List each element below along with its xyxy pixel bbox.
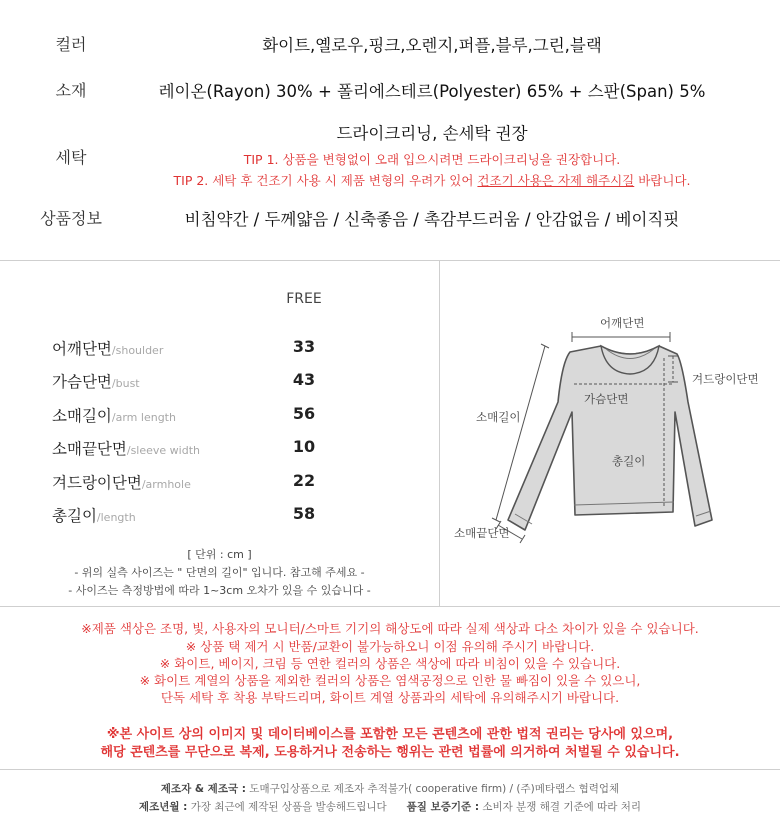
size-value: 22 [292, 471, 316, 490]
sweater-illustration [440, 262, 780, 606]
size-value: 56 [292, 404, 316, 423]
size-name-ko: 총길이 [52, 507, 97, 525]
footer-maker [0, 781, 780, 796]
detail-label: 상품정보 [40, 209, 102, 228]
diagram-total-length-label: 총길이 [612, 454, 646, 468]
size-diagram [440, 262, 780, 606]
detail-value: 비침약간 / 두께얇음 / 신축좋음 / 촉감부드러움 / 안감없음 / 베이직핏 [184, 210, 680, 229]
size-row-arm-length [0, 404, 439, 434]
legal-line-1: ※본 사이트 상의 이미지 및 데이터베이스를 포함한 모든 콘텐츠에 관한 법적 권리는 당사에 있으며, [106, 727, 674, 742]
size-row-shoulder [0, 337, 439, 367]
footer-maker-value: 도매구입상품으로 제조자 추적불가( cooperative firm) / (주)메타랩스 협력업체 [245, 783, 620, 795]
footer-date-warranty [0, 799, 780, 814]
footer-maker-label: 제조자 & 제조국 : [160, 783, 246, 795]
size-name-en: /sleeve width [126, 444, 200, 457]
wash-value: 드라이크리닝, 손세탁 권장 [336, 124, 528, 143]
material-value: 레이온(Rayon) 30% + 폴리에스테르(Polyester) 65% + 스판(Span) 5% [158, 82, 706, 101]
divider-top [0, 260, 780, 261]
footer-date-value: 가장 최근에 제작된 상품을 발송해드립니다 [187, 801, 387, 813]
size-name [52, 404, 176, 426]
size-value: 58 [292, 504, 316, 523]
wash-tip-2 [142, 171, 722, 189]
notice-line-4: ※ 화이트 계열의 상품을 제외한 컬러의 상품은 염색공정으로 인한 물 빠짐이 있을 수 있으니, [139, 673, 641, 688]
size-row-bust [0, 370, 439, 400]
wash-tip-2-text: TIP 2. 세탁 후 건조기 사용 시 제품 변형의 우려가 있어 [173, 173, 478, 188]
size-value: 10 [292, 437, 316, 456]
wash-label: 세탁 [55, 148, 87, 167]
size-name-ko: 소매끝단면 [52, 440, 127, 458]
legal-line-2: 해당 콘텐츠를 무단으로 복제, 도용하거나 전송하는 행위는 관련 법률에 의거하여 처벌될 수 있습니다. [100, 745, 680, 760]
size-name [52, 437, 200, 459]
size-name [52, 337, 163, 359]
footer-warranty-value: 소비자 분쟁 해결 기준에 따라 처리 [479, 801, 642, 813]
size-note-2: - 사이즈는 측정방법에 따라 1~3cm 오차가 있을 수 있습니다 - [68, 584, 371, 597]
size-name [52, 471, 191, 493]
size-name-ko: 어깨단면 [52, 340, 112, 358]
size-name-en: /shoulder [111, 344, 164, 357]
diagram-sleeve-length-label: 소매길이 [476, 410, 521, 424]
size-unit: [ 단위 : cm ] [187, 548, 252, 561]
notice-line-2: ※ 상품 택 제거 시 반품/교환이 불가능하오니 이점 유의해 주시기 바랍니다. [185, 639, 595, 654]
size-name-ko: 겨드랑이단면 [52, 474, 142, 492]
size-name-en: /length [96, 511, 136, 524]
material-label: 소재 [55, 81, 87, 100]
footer-warranty-label: 품질 보증기준 : [406, 801, 480, 813]
size-value: 43 [292, 370, 316, 389]
size-name-en: /arm length [111, 411, 176, 424]
diagram-sleeve-width-label: 소매끝단면 [454, 526, 510, 540]
size-value: 33 [292, 337, 316, 356]
size-name-ko: 가슴단면 [52, 373, 112, 391]
divider-middle [0, 606, 780, 607]
diagram-bust-label: 가슴단면 [584, 392, 629, 406]
footer-date-label: 제조년월 : [138, 801, 188, 813]
size-note-1: - 위의 실측 사이즈는 " 단면의 길이" 입니다. 참고해 주세요 - [74, 566, 365, 579]
color-label: 컬러 [55, 35, 87, 54]
wash-tip-2-underline: 건조기 사용은 자제 해주시길 [477, 173, 635, 188]
size-name [52, 370, 140, 392]
color-value: 화이트,옐로우,핑크,오렌지,퍼플,블루,그린,블랙 [262, 36, 602, 55]
size-row-armhole [0, 471, 439, 501]
size-row-length [0, 504, 439, 534]
size-name [52, 504, 136, 526]
size-name-en: /bust [111, 377, 140, 390]
diagram-shoulder-label: 어깨단면 [600, 316, 645, 330]
notice-line-3: ※ 화이트, 베이지, 크림 등 연한 컬러의 상품은 색상에 따라 비침이 있을 수 있습니다. [159, 656, 621, 671]
notice-line-1: ※제품 색상은 조명, 빛, 사용자의 모니터/스마트 기기의 해상도에 따라 실제 색상과 다소 차이가 있을 수 있습니다. [81, 621, 699, 636]
wash-tip-1: TIP 1. 상품을 변형없이 오래 입으시려면 드라이크리닝을 권장합니다. [243, 152, 621, 167]
footer-spacer [387, 801, 407, 813]
size-row-sleeve-width [0, 437, 439, 467]
notice-line-5: 단독 세탁 후 착용 부탁드리며, 화이트 계열 상품과의 세탁에 유의해주시기 바랍니다. [160, 690, 620, 705]
wash-tip-2-end: 바랍니다. [634, 173, 691, 188]
size-header: FREE [286, 291, 322, 307]
size-name-ko: 소매길이 [52, 407, 112, 425]
size-name-en: /armhole [141, 478, 191, 491]
diagram-armhole-label: 겨드랑이단면 [692, 372, 759, 386]
divider-bottom [0, 769, 780, 770]
